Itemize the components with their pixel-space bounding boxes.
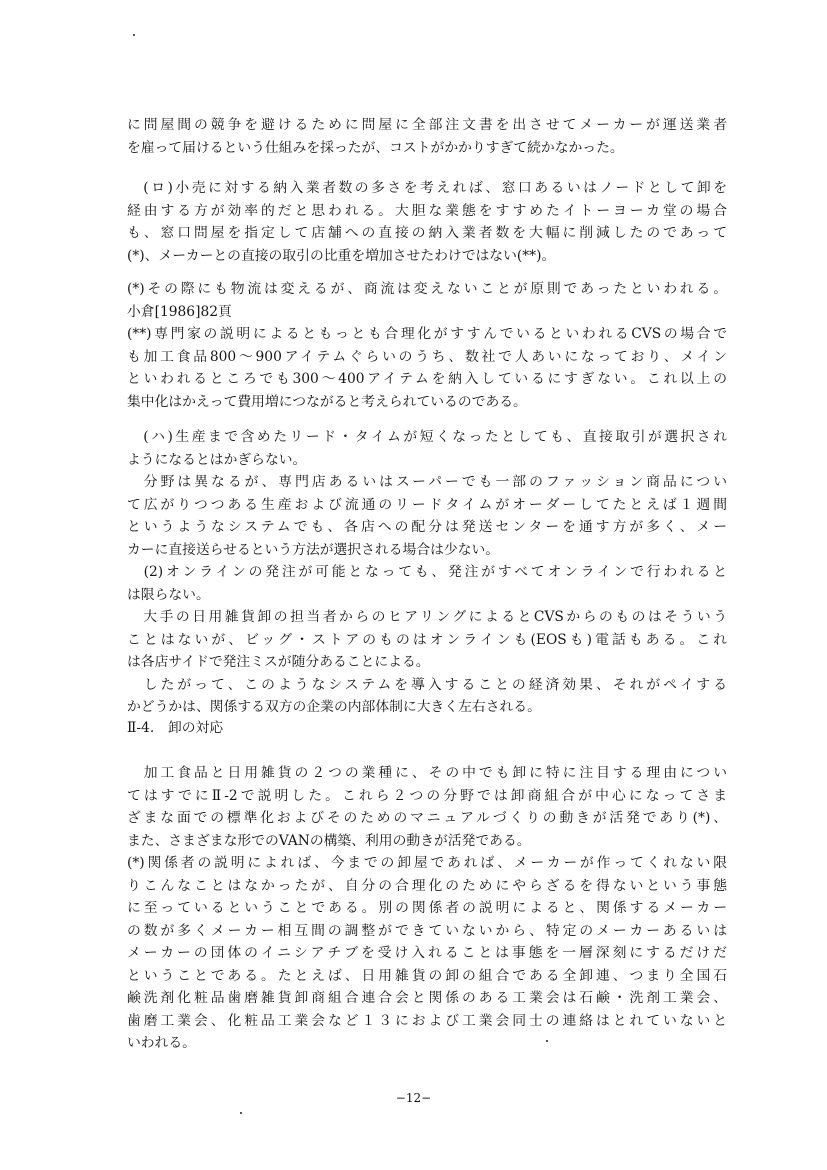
text-line: というようなシステムでも、各店への配分は発送センターを通す方が多く、メー — [127, 519, 727, 535]
text-line: (*)その際にも物流は変えるが、商流は変えないことが原則であったといわれる。 — [127, 281, 727, 297]
scan-speck — [546, 1040, 548, 1042]
text-line: (*)、メーカーとの直接の取引の比重を増加させたわけではない(**)。 — [127, 247, 556, 264]
text-line: ざまな面での標準化およびそのためのマニュアルづくりの動きが活発であり(*)、 — [127, 810, 727, 826]
text-line: は各店サイドで発注ミスが随分あることによる。 — [127, 654, 430, 670]
text-line: メーカーの団体のイニシアチブを受け入れることは事態を一層深刻にするだけだ — [127, 945, 727, 961]
text-line: ということである。たとえば、日用雑貨の卸の組合である全卸連、つまり全国石 — [127, 967, 727, 984]
paragraph-main — [127, 762, 727, 852]
text-line: といわれるところでも300〜400アイテムを納入しているにすぎない。これ以上の — [127, 371, 727, 387]
text-line: ようになるとはかぎらない。 — [127, 451, 307, 468]
text-line: 鹸洗剤化粧品歯磨雑貨卸商組合連合会と関係のある工業会は石鹸・洗剤工業会、 — [127, 990, 727, 1006]
paragraph-ro — [127, 177, 727, 267]
text-line: て広がりつつある生産および流通のリードタイムがオーダーしてたとえば１週間 — [127, 496, 727, 513]
text-line: 小倉[1986]82頁 — [127, 303, 232, 320]
section-heading: Ⅱ-4. 卸の対応 — [127, 720, 224, 736]
scan-speck — [133, 34, 135, 36]
text-line: も加工食品800〜900アイテムぐらいのうち、数社で人あいになっており、メイン — [127, 348, 727, 365]
scan-speck — [240, 1112, 242, 1114]
text-line: 歯磨工業会、化粧品工業会など１３におよび工業会同士の連絡はとれていないと — [127, 1012, 727, 1029]
text-line: は限らない。 — [127, 586, 210, 603]
text-line: てはすでにⅡ-2で説明した。これら２つの分野では卸商組合が中心になってさま — [127, 787, 727, 804]
paragraph-top — [127, 114, 727, 159]
text-line: 大手の日用雑貨卸の担当者からのヒアリングによるとCVSからのものはそういう — [127, 609, 727, 625]
paragraph-ha — [127, 426, 727, 719]
text-line: かどうかは、関係する双方の企業の内部体制に大きく左右される。 — [127, 699, 541, 715]
text-line: また、さまざまな形でのVANの構築、利用の動きが活発である。 — [127, 832, 531, 849]
text-line: に至っているということである。別の関係者の説明によると、関係するメーカー — [127, 900, 727, 916]
text-line: (**)専門家の説明によるともっとも合理化がすすんでいるといわれるCVSの場合で — [127, 326, 727, 342]
text-line: カーに直接送らせるという方法が選択される場合は少ない。 — [127, 541, 500, 558]
text-line: (2)オンラインの発注が可能となっても、発注がすべてオンラインで行われると — [127, 564, 727, 580]
text-line: (*)関係者の説明によれば、今までの卸屋であれば、メーカーが作ってくれない限 — [127, 855, 727, 871]
text-line: も、窓口問屋を指定して店舗への直接の納入業者数を大幅に削減したのであって — [127, 225, 727, 241]
page-number: −12− — [395, 1091, 432, 1105]
text-line: りこんなことはなかったが、自分の合理化のためにやらざるを得ないという事態 — [127, 877, 727, 894]
text-line: 経由する方が効率的だと思われる。大胆な業態をすすめたイトーヨーカ堂の場合 — [127, 202, 727, 219]
text-line: 加工食品と日用雑貨の２つの業種に、その中でも卸に特に注目する理由につい — [127, 765, 727, 781]
text-line: (ロ)小売に対する納入業者数の多さを考えれば、窓口あるいはノードとして卸を — [127, 180, 727, 196]
text-line: したがって、このようなシステムを導入することの経済効果、それがペイする — [127, 676, 727, 693]
text-line: 分野は異なるが、専門店あるいはスーパーでも一部のファッション商品につい — [127, 474, 727, 490]
footnote-1 — [127, 278, 727, 413]
text-line: ことはないが、ビッグ・ストアのものはオンラインも(EOSも)電話もある。これ — [127, 631, 727, 648]
text-line: 集中化はかえって費用増につながると考えられているのである。 — [127, 393, 527, 410]
text-line: いわれる。 — [127, 1035, 196, 1051]
text-line: (ハ)生産まで含めたリード・タイムが短くなったとしても、直接取引が選択され — [127, 429, 727, 445]
text-line: を雇って届けるという仕組みを採ったが、コストがかかりすぎて続かなかった。 — [127, 139, 624, 156]
text-line: の数が多くメーカー相互間の調整ができていないから、特定のメーカーあるいは — [127, 922, 727, 939]
footnote-2 — [127, 852, 727, 1055]
text-line: に問屋間の競争を避けるために問屋に全部注文書を出させてメーカーが運送業者 — [127, 117, 727, 133]
